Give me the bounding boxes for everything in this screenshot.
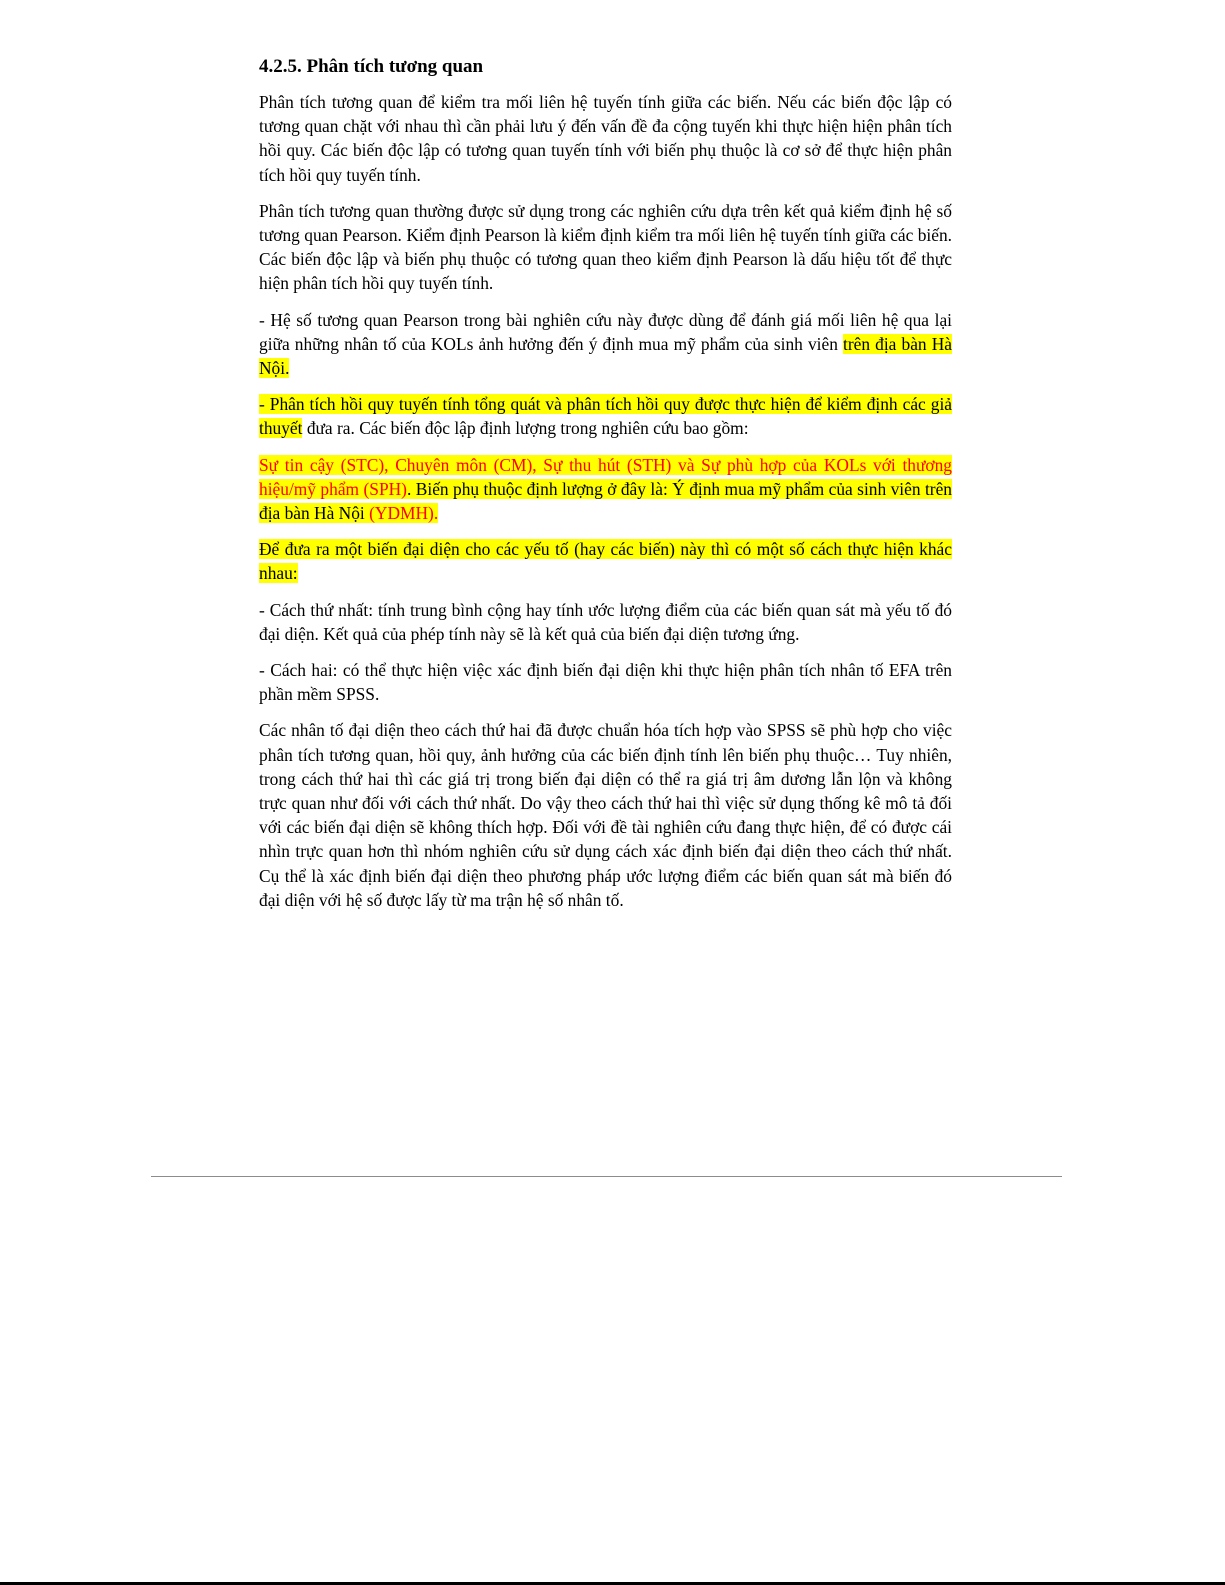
paragraph-1: Phân tích tương quan để kiểm tra mối liên hệ tuyến tính giữa các biến. Nếu các biến độc lập có tương quan chặt với nhau thì cần phải lưu ý đến vấn đề đa cộng tuyến khi thực hiện hiện phân tích hồi quy. Các biến độc lập có tương quan tuyến tính với biến phụ thuộc là cơ sở để thực hiện phân tích hồi quy tuyến tính.: [259, 92, 952, 185]
paragraph-3-text: - Hệ số tương quan Pearson trong bài nghiên cứu này được dùng để đánh giá mối liên hệ qua lại giữa những nhân tố của KOLs ảnh hưởng đến ý định mua mỹ phẩm của sinh viên: [259, 309, 952, 354]
paragraph-8: - Cách hai: có thể thực hiện việc xác định biến đại diện khi thực hiện phân tích nhân tố EFA trên phần mềm SPSS.: [259, 660, 952, 705]
dependent-variable-code: (YDMH).: [369, 503, 439, 524]
paragraph-4-highlighted-text: - Phân tích hồi quy tuyến tính tổng quát và phân tích hồi quy được thực hiện để kiểm định các giả thuyết: [259, 394, 952, 439]
paragraph-4-text: đưa ra. Các biến độc lập định lượng trong nghiên cứu bao gồm:: [302, 418, 749, 439]
section-heading: 4.2.5. Phân tích tương quan: [259, 56, 484, 77]
paragraph-6-highlighted-text: Để đưa ra một biến đại diện cho: [259, 539, 491, 560]
paragraph-6-text: các yếu tố (hay các biến) này thì có một số cách thực hiện khác nhau:: [259, 539, 952, 584]
paragraph-3: [259, 308, 952, 381]
paragraph-2: Phân tích tương quan thường được sử dụng trong các nghiên cứu dựa trên kết quả kiểm định hệ số tương quan Pearson. Kiểm định Pearson là kiểm định kiểm tra mối liên hệ tuyến tính giữa các biến. Các biến độc lập và biến phụ thuộc có tương quan theo kiểm định Pearson là dấu hiệu tốt để thực hiện phân tích hồi quy tuyến tính.: [259, 200, 952, 294]
paragraph-5: [259, 453, 952, 526]
footer-divider: [151, 1176, 1062, 1177]
paragraph-7: - Cách thứ nhất: tính trung bình cộng hay tính ước lượng điểm của các biến quan sát mà yếu tố đó đại diện. Kết quả của phép tính này sẽ là kết quả của biến đại diện tương ứng.: [259, 599, 952, 644]
document-page: [259, 54, 952, 924]
paragraph-9: Các nhân tố đại diện theo cách thứ hai đã được chuẩn hóa tích hợp vào SPSS sẽ phù hợp cho việc phân tích tương quan, hồi quy, ảnh hưởng của các biến định tính lên biến phụ thuộc… Tuy nhiên, trong cách thứ hai thì các giá trị trong biến đại diện có thể ra giá trị âm dương lẫn lộn và không trực quan như đối với cách thứ nhất. Do vậy theo cách thứ hai thì việc sử dụng thống kê mô tả đối với các biến đại diện sẽ không thích hợp. Đối với đề tài nghiên cứu đang thực hiện, để có được cái nhìn trực quan hơn thì nhóm nghiên cứu sử dụng cách xác định biến đại diện theo cách thứ nhất. Cụ thể là xác định biến đại diện theo phương pháp ước lượng điểm các biến quan sát mà biến đó đại diện với hệ số được lấy từ ma trận hệ số nhân tố.: [259, 720, 952, 910]
paragraph-6: [259, 537, 952, 585]
paragraph-3-highlighted-text: trên địa bàn Hà Nội.: [259, 333, 952, 379]
dependent-variable-text: . Biến phụ thuộc định lượng ở đây là: Ý định mua mỹ phẩm của sinh viên trên địa bàn Hà Nội: [259, 478, 953, 524]
paragraph-4: [259, 392, 952, 440]
independent-variables-text: Sự tin cậy (STC), Chuyên môn (CM), Sự thu hút (STH) và Sự phù hợp của KOLs với thương hiệu/mỹ phẩm (SPH): [259, 454, 952, 499]
